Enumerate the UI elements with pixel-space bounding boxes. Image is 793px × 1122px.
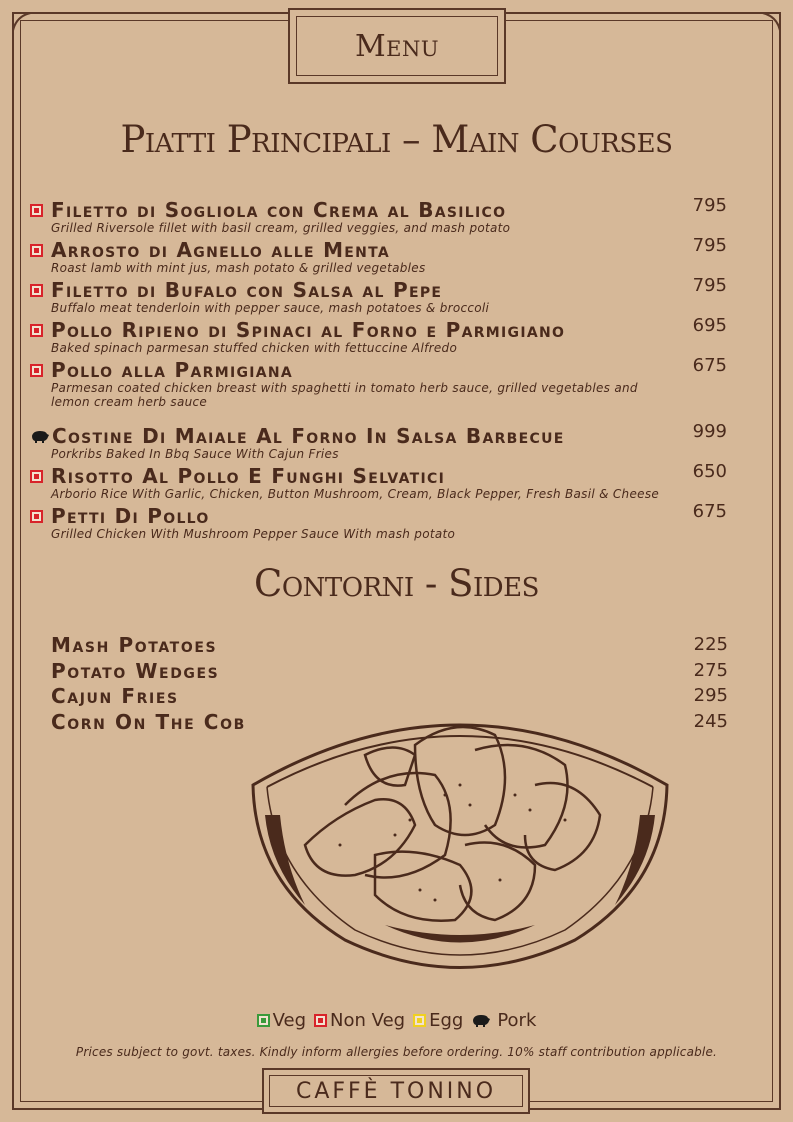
corner-ornament-top-left-icon [12, 12, 42, 42]
side-item-name: Mash Potatoes [51, 633, 218, 657]
menu-item [30, 421, 730, 461]
brand-name: CAFFÈ TONINO [295, 1078, 497, 1104]
legend-veg [257, 1010, 306, 1031]
non-veg-marker-icon [314, 1014, 327, 1027]
menu-item-name: Petti Di Pollo [51, 504, 210, 528]
legend-non-veg-label: Non Veg [330, 1010, 406, 1031]
menu-header-tab [288, 8, 506, 84]
non-veg-marker-icon [30, 364, 43, 377]
sides-title: Contorni - Sides [254, 562, 539, 605]
menu-item-price: 675 [692, 355, 727, 376]
menu-item-description: Buffalo meat tenderloin with pepper sauce, mash potatoes & broccoli [51, 301, 490, 315]
potato-bowl-illustration [245, 695, 675, 980]
side-item-price: 275 [693, 659, 728, 681]
side-item-price: 245 [693, 710, 728, 732]
menu-item [30, 315, 730, 355]
legend-pork [471, 1010, 536, 1031]
menu-item [30, 501, 730, 541]
egg-marker-icon [413, 1014, 426, 1027]
side-item-name: Potato Wedges [51, 658, 220, 683]
legend-egg-label: Egg [429, 1010, 464, 1031]
menu-item [30, 235, 730, 275]
footer-note: Prices subject to govt. taxes. Kindly inform allergies before ordering. 10% staff contribution applicable. [75, 1045, 718, 1059]
menu-item-name: Filetto di Sogliola con Crema al Basilico [51, 198, 507, 222]
menu-item-name: Filetto di Bufalo con Salsa al Pepe [51, 278, 443, 302]
menu-item-description: Grilled Riversole fillet with basil cream, grilled veggies, and mash potato [51, 221, 511, 235]
menu-item [30, 275, 730, 315]
menu-item-description: Parmesan coated chicken breast with spaghetti in tomato herb sauce, grilled vegetables and lemon cream herb sauce [51, 381, 638, 409]
menu-item-description: Grilled Chicken With Mushroom Pepper Sauce With mash potato [51, 527, 456, 541]
menu-item [30, 355, 730, 409]
side-item-price: 295 [693, 685, 728, 706]
non-veg-marker-icon [30, 284, 43, 297]
veg-marker-icon [257, 1014, 270, 1027]
pork-pig-icon [30, 430, 50, 443]
legend-egg [413, 1010, 463, 1031]
menu-item-price: 675 [692, 501, 727, 522]
corner-ornament-top-right-icon [751, 12, 781, 42]
legend-veg-label: Veg [272, 1010, 307, 1031]
menu-item-name: Pollo Ripieno di Spinaci al Forno e Parmigiano [51, 318, 566, 342]
menu-item [30, 461, 730, 501]
menu-item-name: Costine Di Maiale Al Forno In Salsa Barbecue [52, 424, 565, 448]
non-veg-marker-icon [30, 510, 43, 523]
brand-footer-tab [262, 1068, 530, 1114]
side-item-name: Corn On The Cob [51, 709, 246, 734]
menu-item-price: 795 [692, 275, 727, 296]
side-item-price: 225 [693, 634, 728, 655]
menu-item-price: 999 [692, 421, 727, 442]
main-courses-title: Piatti Principali – Main Courses [120, 118, 673, 161]
legend-non-veg [314, 1010, 405, 1031]
menu-title: Menu [354, 28, 440, 64]
legend-pork-label: Pork [497, 1010, 537, 1031]
non-veg-marker-icon [30, 244, 43, 257]
menu-item-description: Baked spinach parmesan stuffed chicken with fettuccine Alfredo [51, 341, 458, 355]
side-item [51, 634, 728, 656]
menu-item-name: Risotto Al Pollo E Funghi Selvatici [51, 464, 446, 488]
menu-item-description: Arborio Rice With Garlic, Chicken, Button Mushroom, Cream, Black Pepper, Fresh Basil & Cheese [51, 487, 660, 501]
menu-item-name: Arrosto di Agnello alle Menta [51, 238, 391, 262]
pork-pig-icon [471, 1014, 491, 1027]
menu-item-price: 650 [692, 461, 727, 482]
side-item [51, 660, 728, 682]
non-veg-marker-icon [30, 324, 43, 337]
non-veg-marker-icon [30, 470, 43, 483]
side-item-name: Cajun Fries [51, 684, 179, 708]
menu-item-name: Pollo alla Parmigiana [51, 358, 294, 382]
diet-legend [0, 1010, 793, 1031]
menu-item-description: Porkribs Baked In Bbq Sauce With Cajun Fries [51, 447, 339, 461]
menu-item [30, 195, 730, 235]
menu-item-description: Roast lamb with mint jus, mash potato & grilled vegetables [51, 261, 426, 275]
menu-item-price: 795 [692, 195, 727, 216]
menu-item-price: 795 [692, 235, 727, 256]
menu-item-price: 695 [692, 315, 727, 336]
non-veg-marker-icon [30, 204, 43, 217]
